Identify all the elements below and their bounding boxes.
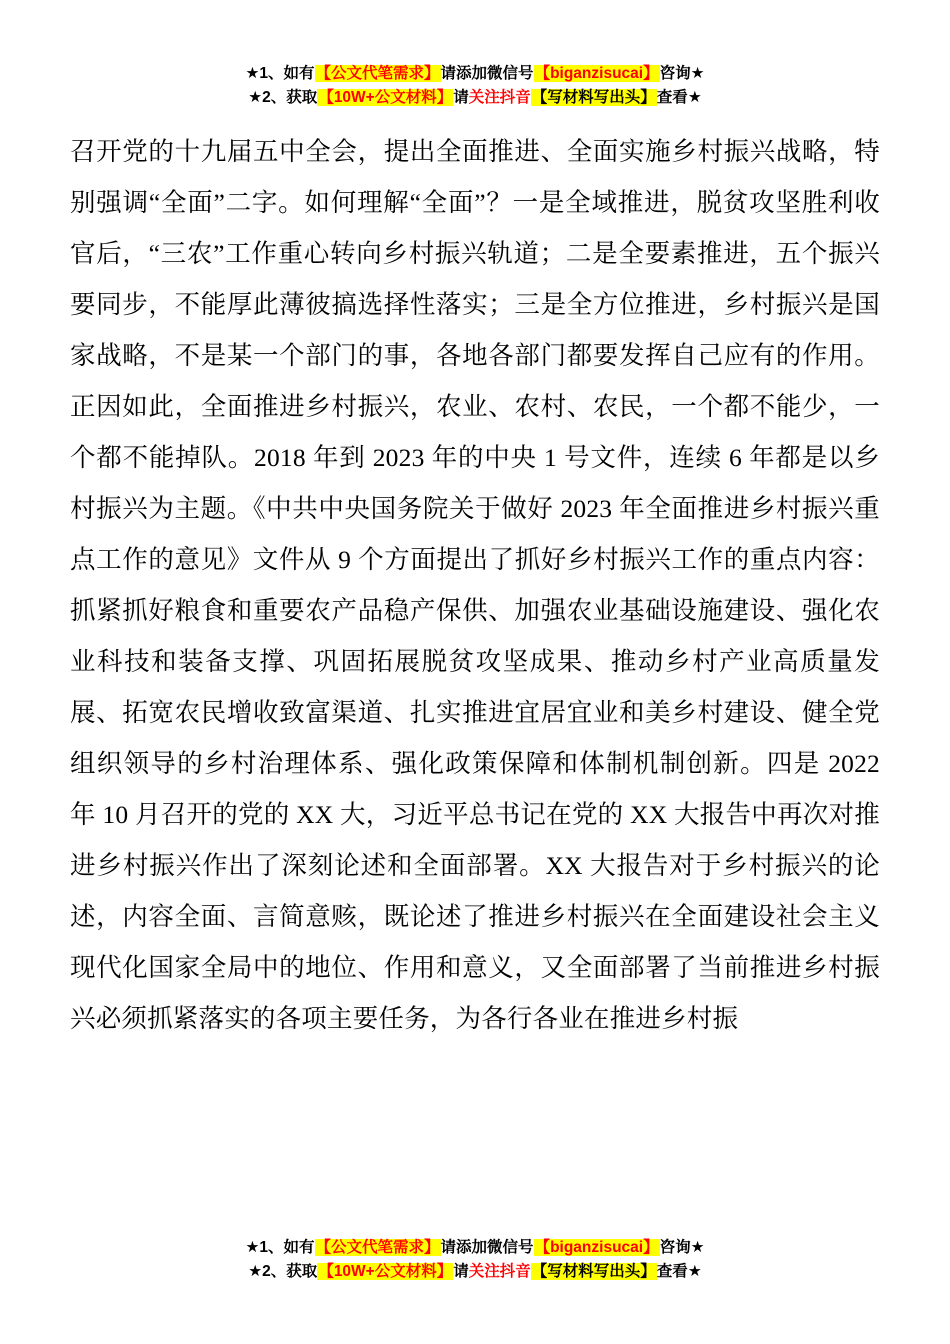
footer-promo-line1-text-middle: 请添加微信号 (440, 1238, 534, 1256)
footer-promo-line1-highlight2: 【biganzisucai】 (534, 1238, 659, 1256)
footer-promo-line2-text-after: 查看 (656, 1262, 688, 1280)
header-promo-line2-text-middle-red: 关注抖音 (468, 89, 531, 107)
footer-promo-line1-text-before: 如有 (283, 1238, 315, 1256)
star-icon: ★ (245, 1238, 260, 1256)
document-body (70, 126, 880, 1044)
star-icon: ★ (248, 1262, 263, 1280)
header-promo-line-1 (70, 62, 880, 86)
footer-promo-line1-text-after: 咨询 (659, 1238, 691, 1256)
header-promo-line-2 (70, 86, 880, 110)
footer-promo-line2-text-before: 获取 (286, 1262, 318, 1280)
header-promo-line1-highlight2: 【biganzisucai】 (534, 65, 659, 82)
header-promo-line2-text-before: 获取 (286, 89, 318, 107)
header-promo-line1-text-before: 如有 (283, 65, 315, 82)
footer-promo-line-1 (70, 1236, 880, 1260)
star-icon: ★ (690, 1238, 705, 1256)
header-promo-line1-text-after: 咨询 (659, 65, 691, 82)
header-promo-line1-highlight1: 【公文代笔需求】 (315, 65, 440, 82)
star-icon: ★ (687, 89, 702, 107)
footer-promo-line1-highlight1: 【公文代笔需求】 (315, 1238, 440, 1256)
header-promo-line1-num: 1、 (259, 65, 284, 82)
footer-promo-line2-text-middle-red: 关注抖音 (468, 1262, 531, 1280)
star-icon: ★ (687, 1262, 702, 1280)
star-icon: ★ (248, 89, 263, 107)
star-icon: ★ (690, 65, 705, 82)
body-paragraph: 召开党的十九届五中全会，提出全面推进、全面实施乡村振兴战略，特别强调“全面”二字。如何理解“全面”？一是全域推进，脱贫攻坚胜利收官后，“三农”工作重心转向乡村振兴轨道；二是全要素推进，五个振兴要同步，不能厚此薄彼搞选择性落实；三是全方位推进，乡村振兴是国家战略，不是某一个部门的事，各地各部门都要发挥自己应有的作用。正因如此，全面推进乡村振兴，农业、农村、农民，一个都不能少，一个都不能掉队。2018 年到 2023 年的中央 1 号文件，连续 6 年都是以乡村振兴为主题。《中共中央国务院关于做好 2023 年全面推进乡村振兴重点工作的意见》文件从 9 个方面提出了抓好乡村振兴工作的重点内容：抓紧抓好粮食和重要农产品稳产保供、加强农业基础设施建设、强化农业科技和装备支撑、巩固拓展脱贫攻坚成果、推动乡村产业高质量发展、拓宽农民增收致富渠道、扎实推进宜居宜业和美乡村建设、健全党组织领导的乡村治理体系、强化政策保障和体制机制创新。四是 2022 年 10 月召开的党的 XX 大，习近平总书记在党的 XX 大报告中再次对推进乡村振兴作出了深刻论述和全面部署。XX 大报告对于乡村振兴的论述，内容全面、言简意赅，既论述了推进乡村振兴在全面建设社会主义现代化国家全局中的地位、作用和意义，又全面部署了当前推进乡村振兴必须抓紧落实的各项主要任务，为各行各业在推进乡村振 (70, 137, 880, 1034)
header-promo-line2-highlight2: 【写材料写出头】 (531, 89, 656, 107)
header-promo-line2-highlight1: 【10W+公文材料】 (318, 89, 453, 107)
footer-promo-line2-num: 2、 (262, 1262, 287, 1280)
header-promo-line1-text-middle: 请添加微信号 (440, 65, 534, 82)
footer-promo-line2-highlight1: 【10W+公文材料】 (318, 1262, 453, 1280)
footer-promo-banner (70, 1236, 880, 1284)
header-promo-line2-num: 2、 (262, 89, 287, 107)
footer-promo-line2-highlight2: 【写材料写出头】 (531, 1262, 656, 1280)
header-promo-line2-text-after: 查看 (656, 89, 688, 107)
header-promo-line2-text-middle: 请 (453, 89, 469, 107)
star-icon: ★ (245, 65, 260, 82)
footer-promo-line2-text-middle: 请 (453, 1262, 469, 1280)
footer-promo-line1-num: 1、 (259, 1238, 284, 1256)
header-promo-banner (70, 0, 880, 116)
footer-promo-line-2 (70, 1260, 880, 1284)
